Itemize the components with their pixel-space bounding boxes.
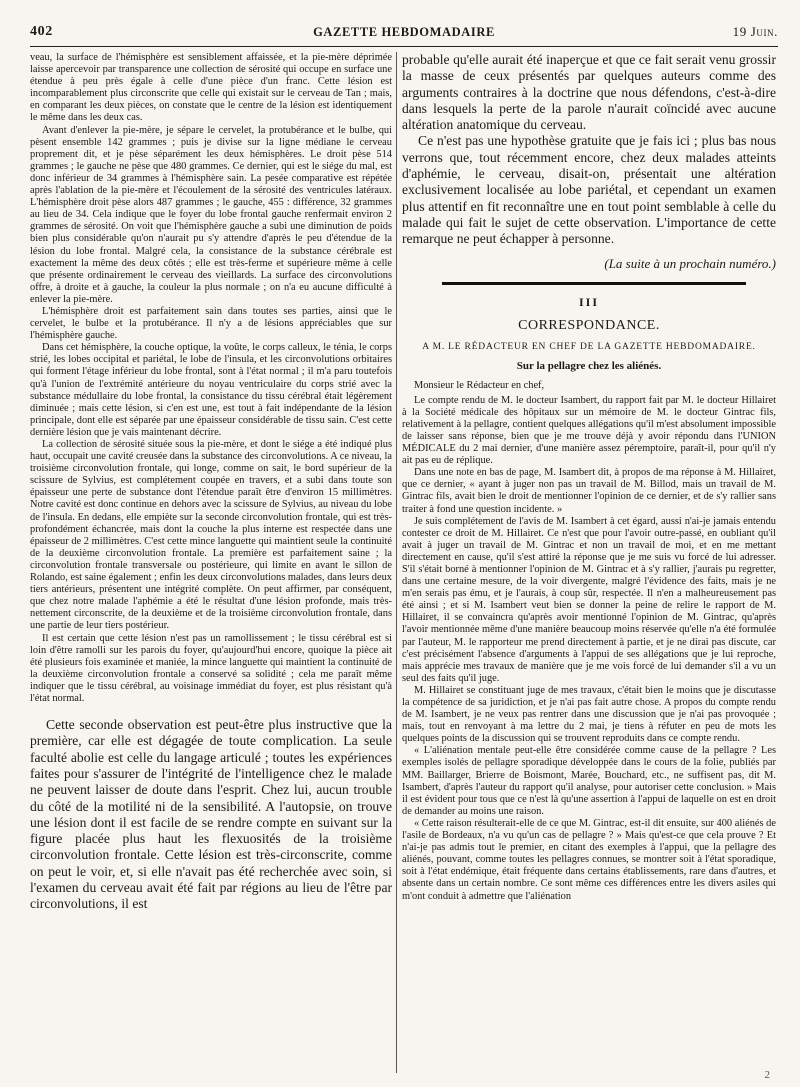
spacer: [30, 705, 392, 717]
column-divider: [396, 52, 397, 1073]
paragraph: Il est certain que cette lésion n'est pas un ramollissement ; le tissu cérébral est si loin d'être ramolli sur les parois du foyer, qu'aujourd'hui encore, quoique la pièce ait été plusieurs fois examinée et maniée, la mince languette qui maintient la continuité de la deuxième circonvolution frontale a conservé sa solidité ; cela me paraît même indiquer que le tissu cérébral, au voisinage immédiat du foyer, est plus résistant qu'à l'état normal.: [30, 632, 392, 704]
footer-mark: 2: [764, 1069, 770, 1081]
section-rule: [442, 282, 746, 285]
letter-subject: Sur la pellagre chez les aliénés.: [516, 359, 662, 372]
commentary-continued: [402, 52, 776, 248]
section-title: CORRESPONDANCE.: [518, 317, 660, 333]
commentary: [30, 717, 392, 913]
paragraph: Je suis complétement de l'avis de M. Isambert à cet égard, aussi n'ai-je jamais entendu contester ce droit de M. Hillairet. Ce n'est que pour l'avoir outre-passé, en oubliant qu'il avait à juger un travail de M. Gintrac et non un travail de moi, et en me mettant directement en cause, qu'il s'est attiré la réponse que je me suis vu forcé de lui adresser. S'il s'était borné à mentionner l'opinion de M. Gintrac et à s'y rallier, j'aurais pu regretter, dans une certaine mesure, de la voir divergente, malgré l'évidence des faits, mais je ne m'en serais pas ému, et je l'aurais, à coup sûr, respectée. Il n'en a malheureusement pas été ainsi ; et si M. Isambert veut bien se donner la peine de relire le rapport de M. Hillairet, il se convaincra qu'après avoir mentionné l'opinion de M. Gintrac, qu'après l'avoir mentionnée même d'une manière beaucoup moins réservée qu'elle n'a été formulée par l'auteur, M. le rapporteur me prend directement à partie, et je ne dirai pas discute, car c'est précisément l'absence d'arguments à l'appui de ses allégations que je lui reproche, mais apprécie mes travaux de manière que je me vois forcé de lui demander s'il a vu un seul des faits qu'il juge.: [402, 515, 776, 684]
issue-month: Juin.: [750, 24, 778, 39]
letter-body: [402, 395, 776, 903]
paragraph: Avant d'enlever la pie-mère, je sépare le cervelet, la protubérance et le bulbe, qui pèsent ensemble 142 grammes ; puis je divise sur la ligne médiane le cerveau proprement dit, et je pèse séparément les deux hémisphères. Le droit pèse 514 grammes ; le gauche ne pèse que 480 grammes. Ce dernier, qui est le siége du mal, est donc inférieur de 34 grammes à l'hémisphère sain. La pesée comparative est répétée après l'ablation de la pie-mère et l'écoulement de la sérosité des ventricules latéraux. L'hémisphère droit pèse alors 487 grammes ; le gauche, 455 : différence, 32 grammes au lieu de 34. Cela indique que le foyer du lobe frontal gauche renfermait environ 2 grammes de sérosité. On voit que l'hémisphère gauche a subi une diminution de poids bien plus considérable qu'on n'aurait pu s'y attendre d'après le peu d'étendue de la lésion du lobe frontal. Malgré cela, la consistance de la substance cérébrale est exactement la même des deux côtés ; elle est très-ferme et supérieure même à celle que présente ordinairement le cerveau des vieillards. La surface des circonvolutions offre, à droite et à gauche, la couleur la plus normale ; on n'a eu aucune difficulté à enlever la pie-mère.: [30, 124, 392, 305]
paragraph: Ce n'est pas une hypothèse gratuite que je fais ici ; plus bas nous verrons que, tout récemment encore, chez deux malades atteints d'aphémie, le cerveau, disait-on, présentait une altération exclusivement localisée au lobe pariétal, et cependant un examen plus attentif en fit reconnaître une en tout point semblable à celle du malade qui fait le sujet de cette observation. L'importance de cette remarque ne peut échapper à personne.: [402, 133, 776, 247]
paragraph: veau, la surface de l'hémisphère est sensiblement affaissée, et la pie-mère déprimée laisse apercevoir par transparence une collection de sérosité qui occupe en surface une étendue à peu près égale à celle d'une pièce d'un franc. Cette lésion est incomparablement plus circonscrite que celle qui existait sur le cerveau de Tan ; mais, en comparant les deux pièces, on constate que le centre de la lésion est identiquement le même dans les deux cas.: [30, 52, 392, 124]
issue-date: [733, 24, 778, 40]
paragraph: M. Hillairet se constituant juge de mes travaux, c'était bien le moins que je discutasse la compétence de sa juridiction, et je n'ai pas fait autre chose. A propos du compte rendu de M. Isambert, je ne veux pas rentrer dans une discussion que je n'ai pas provoquée ; mais, tout en renvoyant à ma lettre du 2 mai, je tiens à réfuter en peu de mots les quelques points de la discussion qui se trouvent reproduits dans ce compte rendu.: [402, 684, 776, 745]
paragraph: « L'aliénation mentale peut-elle être considérée comme cause de la pellagre ? Les exemples isolés de pellagre sporadique développée dans le cours de la folie, publiés par MM. Baillarger, Brierre de Boismont, Marée, Bouchard, etc., ne suffisent pas, dit M. Isambert, d'après l'auteur du rapport qu'il analyse, pour autoriser cette conclusion. » Mais il est évident pour tous que ce n'est là qu'une assertion à l'appui de laquelle on est en droit de demander au moins une raison.: [402, 745, 776, 817]
page-number: 402: [30, 24, 53, 39]
paragraph: L'hémisphère droit est parfaitement sain dans toutes ses parties, ainsi que le cervelet, le bulbe et la protubérance. Il n'y a de lésions appréciables que sur l'hémisphère gauche.: [30, 305, 392, 342]
letter-addressee: A M. LE RÉDACTEUR EN CHEF DE LA GAZETTE HEBDOMADAIRE.: [422, 341, 756, 352]
paragraph: « Cette raison résulterait-elle de ce que M. Gintrac, est-il dit ensuite, sur 400 aliénés de l'asile de Bordeaux, n'a vu qu'un cas de pellagre ? » Mais qu'est-ce que cela prouve ? Et n'ai-je pas admis tout le premier, en citant des exemples à l'appui, que la pellagre des aliénés, pouvant, comme toutes les pellagres connues, se montrer soit à l'état sporadique, soit à l'état endémique, était fréquente dans certains établissements, rare dans d'autres, et absente dans un certain nombre. Ce sont même ces différences entre les divers asiles qui m'ont conduit à admettre que l'aliénation: [402, 817, 776, 902]
journal-title: GAZETTE HEBDOMADAIRE: [313, 25, 495, 39]
paragraph: Le compte rendu de M. le docteur Isambert, du rapport fait par M. le docteur Hillairet à la Société médicale des hôpitaux sur un mémoire de M. le docteur Gintrac fils, relativement à la pellagre, contient quelques allégations qu'il m'est absolument impossible de laisser sans réponse, bien que je me trouve déjà y avoir répondu dans l'UNION MÉDICALE du 2 mai dernier, d'une manière assez péremptoire, paraît-il, pour qu'il n'y ait pas eu de réplique.: [402, 394, 776, 467]
paragraph: Cette seconde observation est peut-être plus instructive que la première, car elle est dégagée de toute complication. La seule faculté abolie est celle du langage articulé ; toutes les expériences faites pour s'assurer de l'intégrité de l'intelligence chez le malade ne peuvent laisser de doute dans l'esprit. Chez lui, aucun trouble du côté de la motilité ni de la sensibilité. A l'autopsie, on trouve une lésion dont il est facile de se rendre compte en suivant sur la figure placée plus haut les flexuosités de la troisième circonvolution frontale. Cette lésion est très-circonscrite, comme on peut le voir, et, si elle n'avait pas été recherchée avec soin, si l'examen du cerveau avait été fait par régions au lieu de l'être par circonvolutions, il est: [30, 717, 392, 912]
left-column: [30, 52, 392, 1075]
continuation-note: (La suite à un prochain numéro.): [604, 255, 776, 271]
paragraph: La collection de sérosité située sous la pie-mère, et dont le siége a été indiqué plus haut, occupait une cavité creusée dans la substance des circonvolutions. A ce niveau, la troisième circonvolution frontale, qui longe, comme on sait, le bord supérieur de la scissure de Sylvius, est complétement coupée en travers, et a subi dans toute son épaisseur une perte de substance dont l'étendue paraît être d'environ 15 millimètres. Notre cavité est donc continue en dehors avec la scissure de Sylvius, au niveau du lobe de l'insula. En dedans, elle empiète sur la seconde circonvolution frontale, qui est très-profondément échancrée, mais dont la couche la plus interne est respectée dans une épaisseur de 2 millimètres. C'est cette mince languette qui maintient seule la continuité de la deuxième circonvolution frontale. La première est parfaitement saine ; la circonvolution frontale transversale ou postérieure, qui limite en avant le sillon de Rolando, est saine également ; enfin les deux circonvolutions malades, dans leurs deux tiers antérieurs, présentent une intégrité complète. On peut affirmer, par conséquent, que chez notre malade l'aphémie a été le résultat d'une lésion profonde, mais très-nettement circonscrite, de la deuxième et de la troisième circonvolution frontale, dans une partie de leur tiers postérieur.: [30, 439, 392, 632]
page-header: [30, 22, 778, 47]
paragraph: Dans une note en bas de page, M. Isambert dit, à propos de ma réponse à M. Hillairet, que ce dernier, « ayant à juger non pas un travail de M. Billod, mais un travail de M. Gintrac fils, avait bien le droit de mentionner l'opinion de ce dernier, et de s'y rallier sans traiter à fond une question incidente. »: [402, 467, 776, 515]
paragraph: probable qu'elle aurait été inaperçue et que ce fait serait venu grossir la masse de ceux présentés par quelques auteurs comme des arguments contraires à la doctrine que nous défendons, c'est-à-dire dans lesquels la perte de la parole n'aurait coïncidé avec aucune altération anatomique du cerveau.: [402, 52, 776, 133]
section-number: III: [578, 294, 599, 309]
observation-details: [30, 52, 392, 705]
salutation: Monsieur le Rédacteur en chef,: [414, 379, 545, 391]
issue-day: 19: [732, 24, 747, 39]
right-column: [402, 52, 776, 1075]
paragraph: Dans cet hémisphère, la couche optique, la voûte, le corps calleux, le ténia, le corps strié, les lobes occipital et pariétal, le lobe de l'insula, et les circonvolutions orbitaires qui forment l'étage inférieur du lobe frontal, sont à l'état normal ; il m'a paru toutefois qu'à l'union de l'extrémité antérieure du noyau ventriculaire du corps strié avec la substance médullaire du lobe frontal, la consistance du tissu cérébral était légèrement diminuée ; mais cette lésion, si c'en est une, est tout à fait indépendante de la lésion principale, dont elle est séparée par une épaisseur considérable de tissu sain. C'est cette dernière lésion que je vais maintenant décrire.: [30, 342, 392, 438]
